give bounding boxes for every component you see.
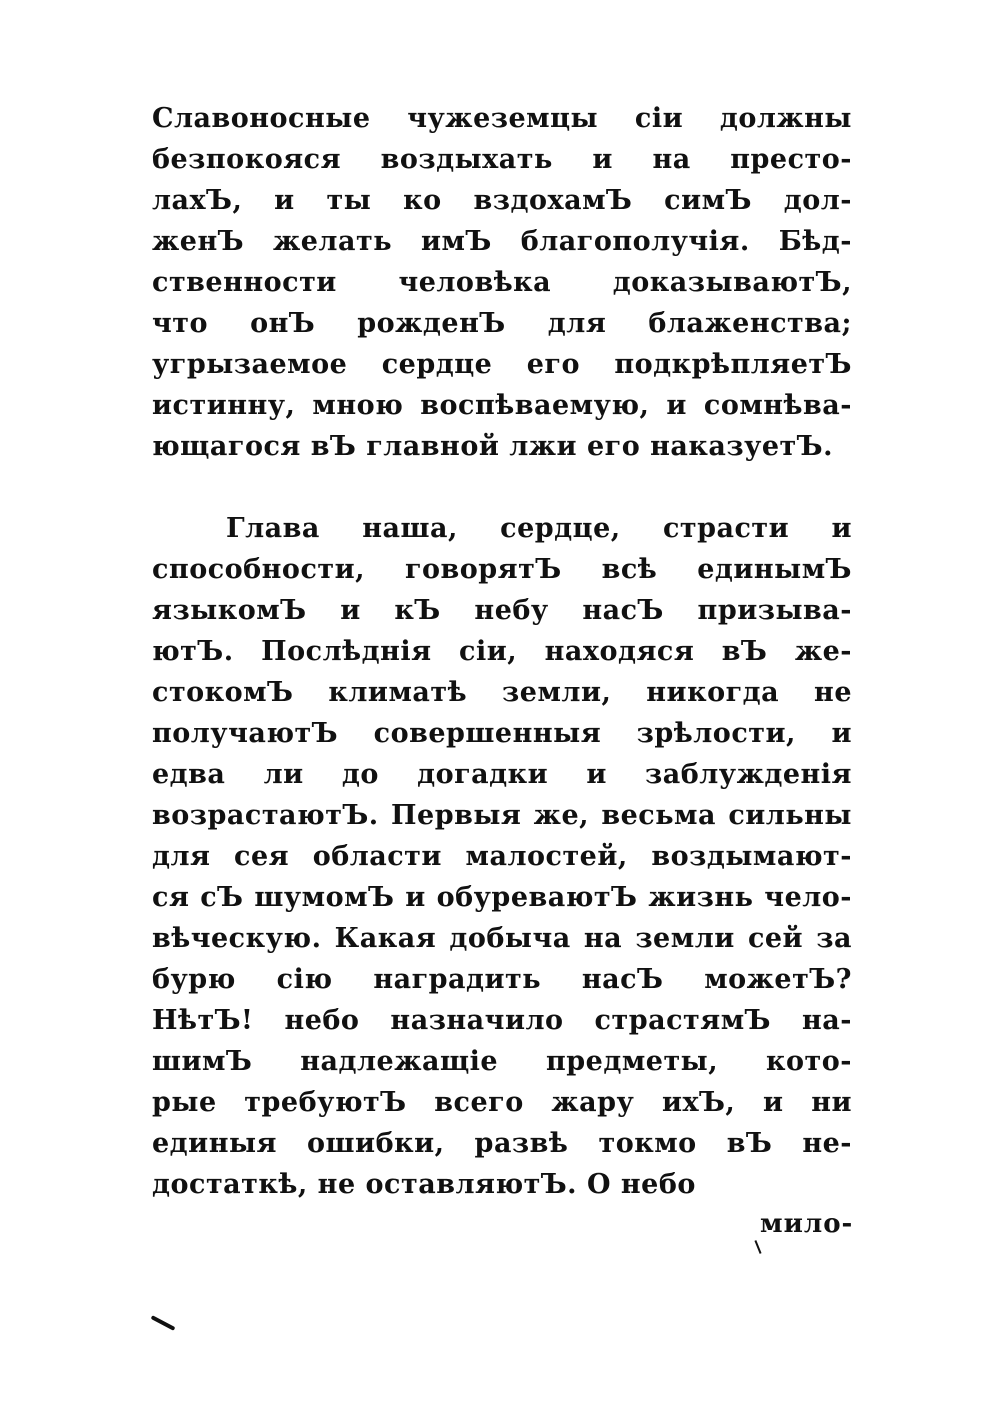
text-line: ственности человѣка доказываютЪ, [152,267,852,298]
text-line: НѣтЪ! небо назначило страстямЪ на- [152,1005,852,1036]
text-line: бурю сію наградить насЪ можетЪ? [152,964,852,995]
text-line: едва ли до догадки и заблужденія [152,759,852,790]
text-line: стокомЪ климатѣ земли, никогда не [152,677,852,708]
paragraph-1 [152,98,852,467]
text-line: рые требуютЪ всего жару ихЪ, и ни [152,1087,852,1118]
text-line: получаютЪ совершенныя зрѣлости, и [152,718,852,749]
text-line: для сея области малостей, воздымают- [152,841,852,872]
text-line: вѣческую. Какая добыча на земли сей за [152,923,852,954]
text-line: единыя ошибки, развѣ токмо вЪ не- [152,1128,852,1159]
text-line: ся сЪ шумомЪ и обуреваютЪ жизнь чело- [152,882,852,913]
text-line: женЪ желать имЪ благополучія. Бѣд- [152,226,852,257]
text-line: Славоносные чужеземцы сіи должны [152,103,852,134]
text-line: лахЪ, и ты ко вздохамЪ симЪ дол- [152,185,852,216]
text-line: достаткѣ, не оставляютЪ. О небо [152,1169,696,1200]
text-line: ющагося вЪ главной лжи его наказуетЪ. [152,431,834,462]
catchword: мило- [760,1209,854,1239]
ink-mark [151,1315,176,1331]
text-line: безпокояся воздыхать и на престо- [152,144,852,175]
text-line: что онЪ рожденЪ для блаженства; [152,308,852,339]
text-line: шимЪ надлежащіе предметы, кото- [152,1046,852,1077]
text-line: Глава наша, сердце, страсти и [226,513,852,544]
paragraph-2 [152,508,852,1205]
text-line: способности, говорятЪ всѣ единымЪ [152,554,852,585]
text-line: языкомЪ и кЪ небу насЪ призыва- [152,595,852,626]
text-line: ютЪ. Послѣднія сіи, находяся вЪ же- [152,636,852,667]
text-line: возрастаютЪ. Первыя же, весьма сильны [152,800,852,831]
text-line: истинну, мною воспѣваемую, и сомнѣва- [152,390,852,421]
text-line: угрызаемое сердце его подкрѣпляетЪ [152,349,852,380]
